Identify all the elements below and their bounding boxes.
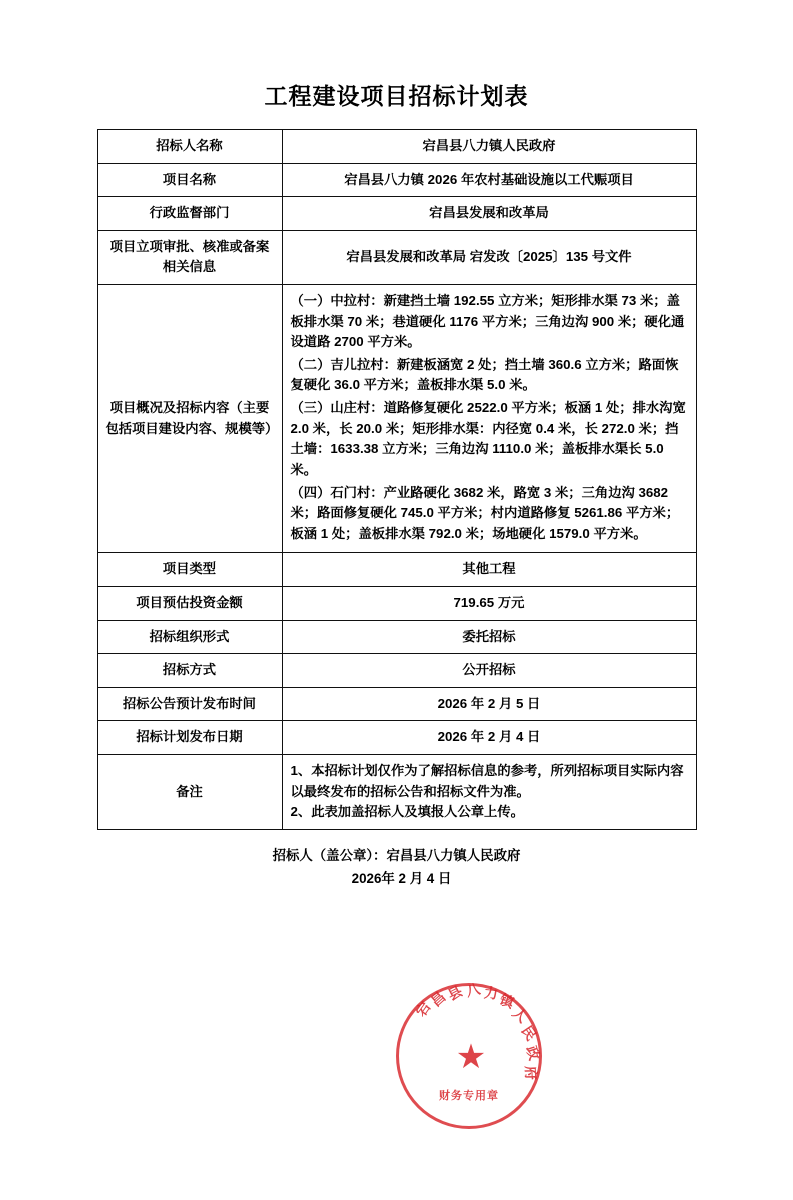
row-label-remarks: 备注: [97, 755, 282, 830]
seal-arc-text: 宕 昌 县 八 力 镇 人 民 政 府: [412, 980, 543, 1081]
table-row: [97, 687, 696, 721]
row-label-organization-form: 招标组织形式: [97, 620, 282, 654]
row-label-bidding-method: 招标方式: [97, 654, 282, 688]
page-title: 工程建设项目招标计划表: [264, 83, 529, 109]
seal-star-icon: ★: [455, 1039, 487, 1076]
document-page: [0, 78, 793, 1200]
table-row: [97, 285, 696, 553]
overview-paragraph: （四）石门村：产业路硬化 3682 米，路宽 3 米；三角边沟 3682 米；路面修复硬化 745.0 平方米；村内道路修复 5261.86 平方米；板涵 1 处；盖板排水渠 792.0 米；场地硬化 1579.0 平方米。: [290, 484, 680, 541]
row-label-project-type: 项目类型: [97, 553, 282, 587]
row-label-bidder-name: 招标人名称: [97, 130, 282, 164]
row-value-supervision-dept: 宕昌县发展和改革局: [282, 197, 696, 231]
row-value-announcement-date: 2026 年 2 月 5 日: [282, 687, 696, 721]
row-label-project-overview: 项目概况及招标内容（主要包括项目建设内容、规模等）: [97, 285, 282, 553]
row-label-plan-publish-date: 招标计划发布日期: [97, 721, 282, 755]
remark-paragraph: 1、本招标计划仅作为了解招标信息的参考，所列招标项目实际内容以最终发布的招标公告和招标文件为准。: [290, 763, 684, 799]
row-value-bidder-name: 宕昌县八力镇人民政府: [282, 130, 696, 164]
row-value-bidding-method: 公开招标: [282, 654, 696, 688]
row-label-announcement-date: 招标公告预计发布时间: [97, 687, 282, 721]
signature-date: 2026年 2 月 4 日: [351, 871, 452, 887]
row-value-approval-info: 宕昌县发展和改革局 宕发改〔2025〕135 号文件: [282, 230, 696, 284]
remark-paragraph: 2、此表加盖招标人及填报人公章上传。: [290, 804, 524, 820]
row-label-estimated-investment: 项目预估投资金额: [97, 586, 282, 620]
overview-paragraph: （一）中拉村：新建挡土墙 192.55 立方米；矩形排水渠 73 米；盖板排水渠 70 米；巷道硬化 1176 平方米；三角边沟 900 米；硬化通设道路 2700 平方米。: [290, 293, 685, 350]
seal-bottom-text: 财务专用章: [439, 1090, 499, 1102]
table-row: [97, 755, 696, 830]
official-seal-stamp: [396, 980, 546, 1133]
row-value-project-type: 其他工程: [282, 553, 696, 587]
overview-paragraph: （三）山庄村：道路修复硬化 2522.0 平方米；板涵 1 处；排水沟宽 2.0 米，长 20.0 米；矩形排水渠：内径宽 0.4 米，长 272.0 米；挡土墙：1633.38 立方米；三角边沟 1110.0 米；盖板排水渠长 5.0 米。: [290, 400, 686, 477]
table-row: [97, 163, 696, 197]
row-value-estimated-investment: 719.65 万元: [282, 586, 696, 620]
table-row: [97, 721, 696, 755]
bidding-plan-table: [97, 129, 697, 830]
row-label-supervision-dept: 行政监督部门: [97, 197, 282, 231]
row-value-project-name: 宕昌县八力镇 2026 年农村基础设施以工代赈项目: [282, 163, 696, 197]
table-row: [97, 654, 696, 688]
table-row: [97, 553, 696, 587]
signature-block: [97, 844, 697, 891]
table-row: [97, 586, 696, 620]
overview-paragraph: （二）吉儿拉村：新建板涵宽 2 处；挡土墙 360.6 立方米；路面恢复硬化 36.0 平方米；盖板排水渠 5.0 米。: [290, 356, 679, 393]
row-label-approval-info: 项目立项审批、核准或备案相关信息: [97, 230, 282, 284]
table-row: [97, 620, 696, 654]
seal-ring: [396, 980, 543, 1129]
row-value-organization-form: 委托招标: [282, 620, 696, 654]
row-value-remarks: [282, 755, 696, 830]
signature-line: 招标人（盖公章）：宕昌县八力镇人民政府: [272, 847, 521, 863]
table-row: [97, 197, 696, 231]
table-row: [97, 230, 696, 284]
row-value-plan-publish-date: 2026 年 2 月 4 日: [282, 721, 696, 755]
row-value-project-overview: [282, 285, 696, 553]
row-label-project-name: 项目名称: [97, 163, 282, 197]
table-row: [97, 130, 696, 164]
